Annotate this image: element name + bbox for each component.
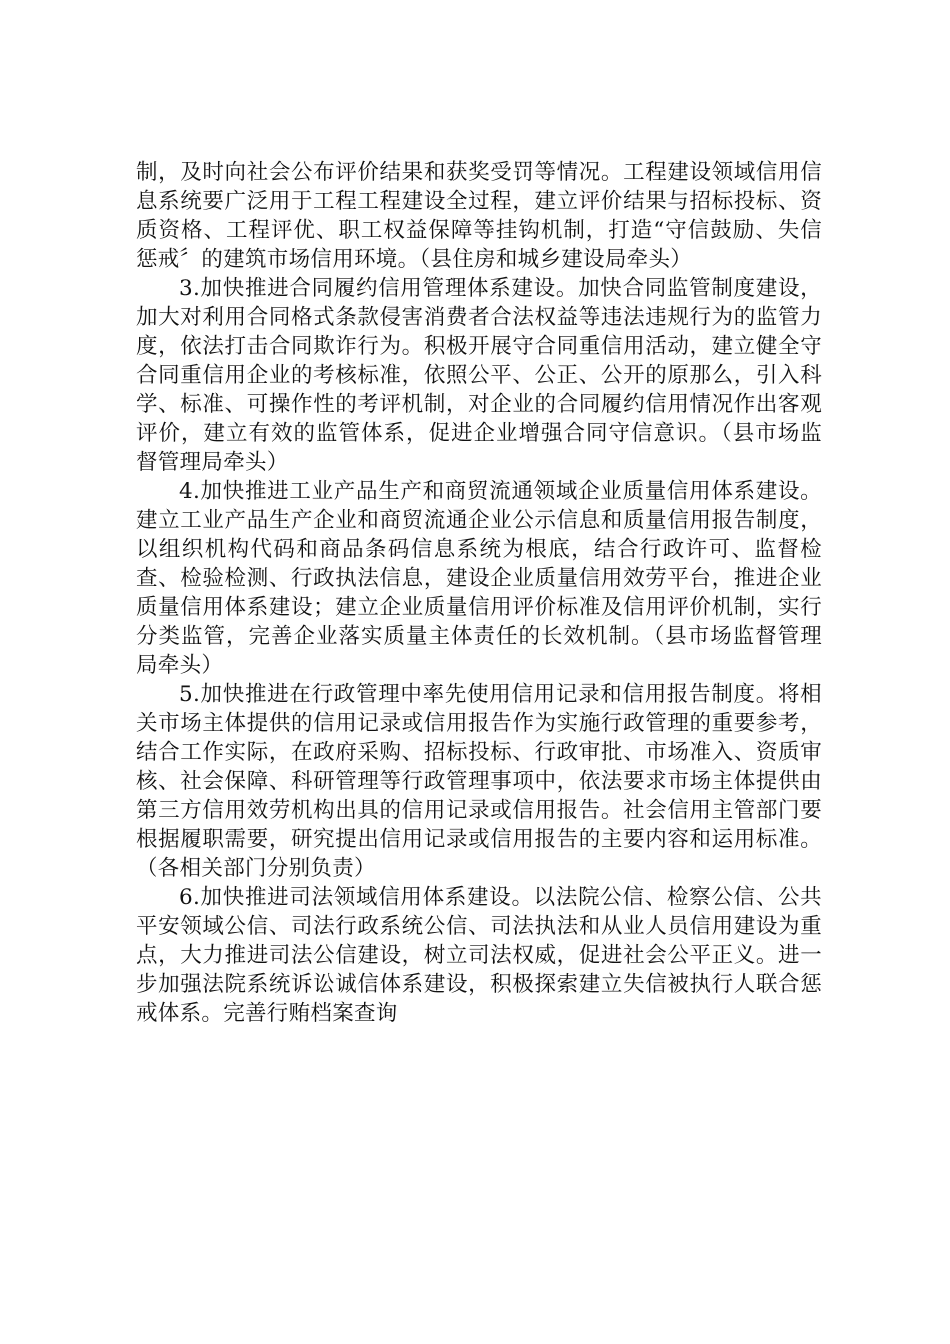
- paragraph-item-4: 4.加快推进工业产品生产和商贸流通领域企业质量信用体系建设。建立工业产品生产企业和商贸流通企业公示信息和质量信用报告制度，以组织机构代码和商品条码信息系统为根底，结合行政许可、监督检查、检验检测、行政执法信息，建设企业质量信用效劳平台，推进企业质量信用体系建设；建立企业质量信用评价标准及信用评价机制，实行分类监管，完善企业落实质量主体责任的长效机制。（县市场监督管理局牵头）: [136, 479, 822, 678]
- paragraph-continuation: 制，及时向社会公布评价结果和获奖受罚等情况。工程建设领域信用信息系统要广泛用于工程工程建设全过程，建立评价结果与招标投标、资质资格、工程评优、职工权益保障等挂钩机制，打造“守信鼓励、失信惩戒〞的建筑市场信用环境。（县住房和城乡建设局牵头）: [136, 160, 822, 272]
- paragraph-item-6: 6.加快推进司法领域信用体系建设。以法院公信、检察公信、公共平安领域公信、司法行政系统公信、司法执法和从业人员信用建设为重点，大力推进司法公信建设，树立司法权威，促进社会公平正义。进一步加强法院系统诉讼诚信体系建设，积极探索建立失信被执行人联合惩戒体系。完善行贿档案查询: [136, 885, 822, 1026]
- paragraph-item-5: 5.加快推进在行政管理中率先使用信用记录和信用报告制度。将相关市场主体提供的信用记录或信用报告作为实施行政管理的重要参考，结合工作实际，在政府采购、招标投标、行政审批、市场准入、资质审核、社会保障、科研管理等行政管理事项中，依法要求市场主体提供由第三方信用效劳机构出具的信用记录或信用报告。社会信用主管部门要根据履职需要，研究提出信用记录或信用报告的主要内容和运用标准。（各相关部门分别负责）: [136, 682, 822, 881]
- document-page: [136, 158, 822, 1028]
- paragraph-item-3: 3.加快推进合同履约信用管理体系建设。加快合同监管制度建设，加大对利用合同格式条款侵害消费者合法权益等违法违规行为的监管力度，依法打击合同欺诈行为。积极开展守合同重信用活动，建立健全守合同重信用企业的考核标准，依照公平、公正、公开的原那么，引入科学、标准、可操作性的考评机制，对企业的合同履约信用情况作出客观评价，建立有效的监管体系，促进企业增强合同守信意识。（县市场监督管理局牵头）: [136, 276, 822, 475]
